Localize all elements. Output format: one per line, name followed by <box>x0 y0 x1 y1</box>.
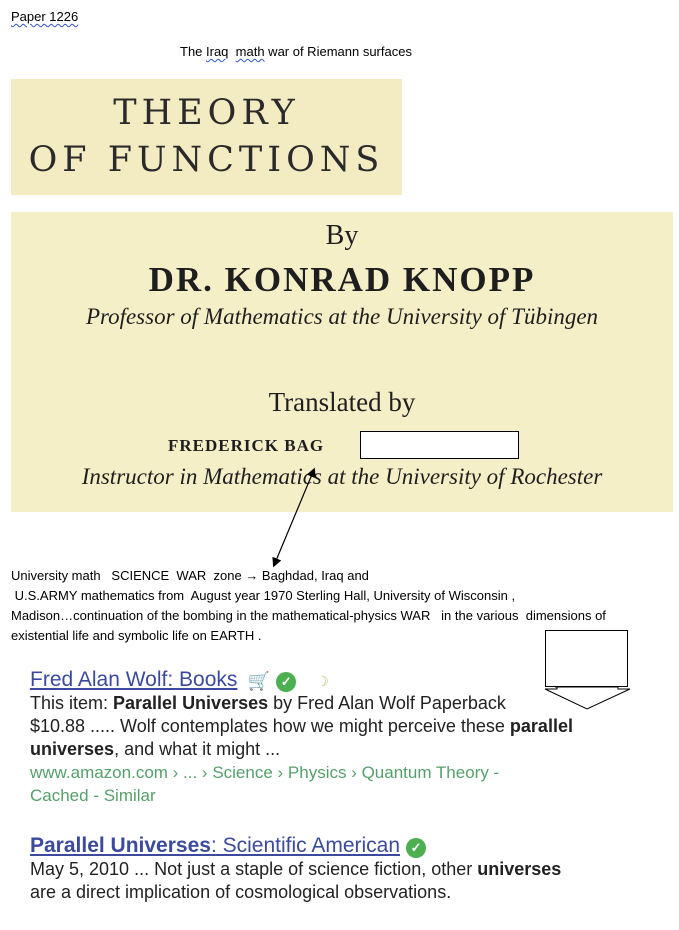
result-1-snippet: This item: Parallel Universes by Fred Alan Wolf Paperback $10.88 ..... Wolf contemplates how we might perceive these parallel universes, and what it might ... <box>30 693 573 760</box>
search-result-1 <box>30 668 650 807</box>
check-circle-icon: ✓ <box>406 838 426 858</box>
body-line-4: existential life and symbolic life on EARTH . <box>11 628 262 643</box>
book-title-line-2: OF FUNCTIONS <box>28 140 385 180</box>
cart-icon: 🛒 <box>247 671 271 692</box>
paper-label: Paper 1226 <box>11 9 79 24</box>
right-arrow-icon: → <box>245 568 259 583</box>
translator-role: Instructor in Mathematics at the University of Rochester <box>81 464 603 489</box>
document-title: The Iraq math war of Riemann surfaces <box>180 44 412 59</box>
author-role: Professor of Mathematics at the University of Tübingen <box>85 304 599 329</box>
result-1-url[interactable]: www.amazon.com › ... › Science › Physics › Quantum Theory - <box>30 763 500 783</box>
by-word: By <box>325 220 359 251</box>
body-paragraph <box>11 566 671 646</box>
moon-icon: ☽ <box>316 673 329 690</box>
result-2-title-link[interactable]: Parallel Universes: Scientific American <box>30 834 401 857</box>
translator-name: FREDERICK BAG <box>168 436 325 455</box>
book-title-line-1: THEORY <box>113 93 300 133</box>
result-1-cached-similar[interactable]: Cached - Similar <box>30 786 156 806</box>
body-line-2: U.S.ARMY mathematics from August year 1970 Sterling Hall, University of Wisconsin , <box>11 588 516 603</box>
double-arrow-line <box>275 472 313 563</box>
check-circle-icon: ✓ <box>276 672 296 692</box>
author-name: DR. KONRAD KNOPP <box>148 260 536 299</box>
body-line-3: Madison…continuation of the bombing in the mathematical-physics WAR in the various dimensions of <box>11 608 606 623</box>
result-1-title-link[interactable]: Fred Alan Wolf: Books <box>30 668 238 691</box>
body-line-1: University math SCIENCE WAR zone → Baghdad, Iraq and <box>11 568 369 583</box>
result-2-snippet: May 5, 2010 ... Not just a staple of science fiction, other universes are a direct implication of cosmological observations. <box>30 859 562 902</box>
translated-by: Translated by <box>268 387 416 417</box>
search-result-2 <box>30 834 650 904</box>
